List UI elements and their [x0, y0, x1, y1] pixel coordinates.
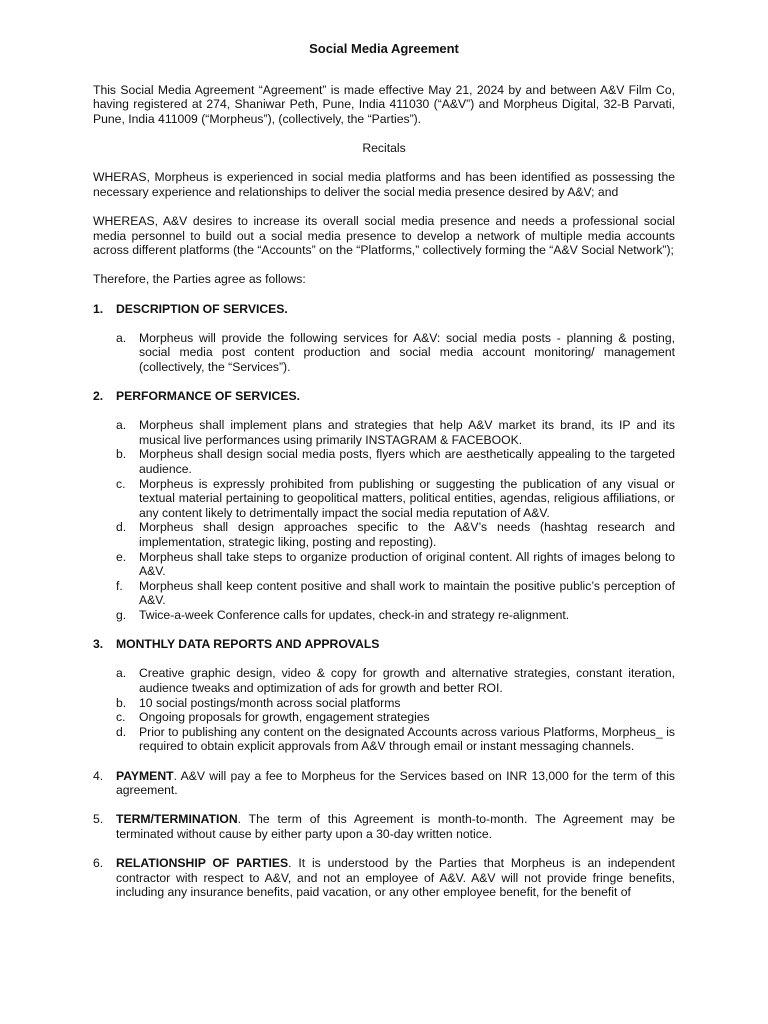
section-1-heading	[93, 302, 675, 317]
clause-text	[116, 812, 675, 841]
therefore-paragraph: Therefore, the Parties agree as follows:	[93, 272, 306, 287]
section-2-heading	[93, 389, 675, 404]
clause-title: TERM/TERMINATION	[116, 812, 238, 827]
list-item	[116, 696, 675, 711]
document-body	[93, 42, 675, 914]
list-item	[116, 579, 675, 608]
item-letter: e.	[116, 549, 127, 564]
section-3-list	[93, 666, 675, 754]
whereas-paragraph-1: WHERAS, Morpheus is experienced in social media platforms and has been identified as possessing the necessary experience and relationships to deliver the social media presence desired by A&V; and	[93, 170, 675, 199]
item-text: Ongoing proposals for growth, engagement strategies	[139, 710, 430, 725]
item-letter: c.	[116, 710, 126, 725]
item-letter: f.	[116, 578, 123, 593]
list-item	[116, 447, 675, 476]
clause-relationship-of-parties	[93, 856, 675, 900]
document-title: Social Media Agreement	[309, 41, 459, 56]
section-number: 1.	[93, 301, 104, 316]
section-title: DESCRIPTION OF SERVICES.	[116, 301, 288, 316]
item-letter: g.	[116, 607, 127, 622]
clause-text	[116, 856, 675, 900]
clause-number: 4.	[93, 768, 104, 783]
list-item	[116, 520, 675, 549]
item-letter: c.	[116, 476, 126, 491]
item-text: Morpheus shall design approaches specific to the A&V’s needs (hashtag research and implementation, strategic liking, posting and reposting).	[139, 520, 675, 549]
section-1-list	[93, 331, 675, 375]
item-text: Morpheus shall design social media posts, flyers which are aesthetically appealing to the targeted audience.	[139, 447, 675, 477]
item-text: Morpheus shall keep content positive and shall work to maintain the positive public’s perception of A&V.	[139, 578, 675, 608]
item-text: Twice-a-week Conference calls for updates, check-in and strategy re-alignment.	[139, 607, 570, 622]
section-number: 3.	[93, 637, 104, 652]
clause-body: . The term of this Agreement is month-to-month. The Agreement may be terminated without cause by either party upon a 30-day written notice.	[116, 812, 675, 841]
list-item	[116, 608, 675, 623]
item-text: Prior to publishing any content on the designated Accounts across various Platforms, Morpheus_ is required to obtain explicit approvals from A&V through email or instant messaging channels.	[139, 724, 675, 754]
item-text: Creative graphic design, video & copy for growth and alternative strategies, constant iteration, audience tweaks and optimization of ads for growth and better ROI.	[139, 666, 675, 695]
list-item	[116, 331, 675, 375]
list-item	[116, 725, 675, 754]
item-text: Morpheus is expressly prohibited from publishing or suggesting the publication of any visual or textual material pertaining to geopolitical matters, political entities, agendas, religious affiliations, or any content likely to detrimentally impact the social media reputation of A&V.	[139, 476, 675, 520]
list-item	[116, 418, 675, 447]
section-number: 2.	[93, 389, 104, 404]
item-letter: a.	[116, 666, 127, 681]
clause-payment	[93, 769, 675, 798]
section-2-list	[93, 418, 675, 622]
item-text: Morpheus shall implement plans and strategies that help A&V market its brand, its IP and its musical live performances using primarily INSTAGRAM & FACEBOOK.	[139, 418, 675, 447]
item-letter: a.	[116, 330, 127, 345]
item-text: Morpheus shall take steps to organize production of original content. All rights of images belong to A&V.	[139, 549, 675, 579]
clause-number: 5.	[93, 812, 104, 827]
clause-body: . It is understood by the Parties that Morpheus is an independent contractor with respect to A&V, and not an employee of A&V. A&V will not provide fringe benefits, including any insurance benefits, paid vacation, or any other employee benefit, for the benefit of	[116, 856, 675, 900]
item-letter: d.	[116, 724, 127, 739]
item-text: 10 social postings/month across social platforms	[139, 695, 401, 710]
clause-number: 6.	[93, 856, 104, 871]
clause-title: RELATIONSHIP OF PARTIES	[116, 856, 289, 871]
list-item	[116, 710, 675, 725]
clause-text	[116, 769, 675, 798]
list-item	[116, 666, 675, 695]
clause-body: . A&V will pay a fee to Morpheus for the Services based on INR 13,000 for the term of this agreement.	[116, 768, 675, 798]
item-letter: b.	[116, 695, 127, 710]
section-title: PERFORMANCE OF SERVICES.	[116, 389, 300, 404]
item-letter: a.	[116, 418, 127, 433]
item-text: Morpheus will provide the following services for A&V: social media posts - planning & posting, social media post content production and social media account monitoring/ management (collectively, the “Services”).	[139, 330, 675, 374]
whereas-paragraph-2: WHEREAS, A&V desires to increase its overall social media presence and needs a professional social media personnel to build out a social media presence to develop a network of multiple media accounts across different platforms (the “Accounts” on the “Platforms,” collectively forming the “A&V Social Network”);	[93, 213, 675, 258]
list-item	[116, 477, 675, 521]
list-item	[116, 550, 675, 579]
clause-term-termination	[93, 812, 675, 841]
section-title: MONTHLY DATA REPORTS AND APPROVALS	[116, 637, 380, 652]
section-3-heading	[93, 637, 675, 652]
intro-paragraph: This Social Media Agreement “Agreement” is made effective May 21, 2024 by and between A&V Film Co, having registered at 274, Shaniwar Peth, Pune, India 411030 (“A&V”) and Morpheus Digital, 32-B Parvati, Pune, India 411009 (“Morpheus”), (collectively, the “Parties”).	[93, 82, 675, 126]
clause-title: PAYMENT	[116, 768, 174, 783]
recitals-heading: Recitals	[362, 140, 406, 155]
item-letter: d.	[116, 520, 127, 535]
item-letter: b.	[116, 447, 127, 462]
